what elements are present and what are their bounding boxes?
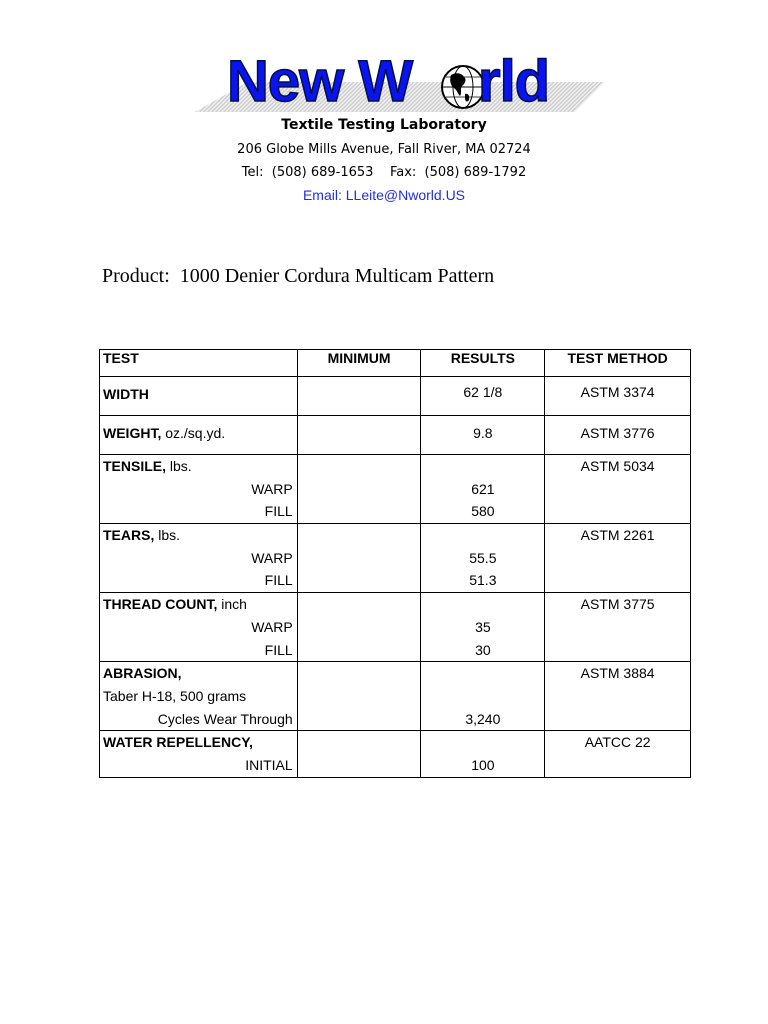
header-test-method: TEST METHOD: [545, 350, 691, 377]
sub-label-fill: FILL: [264, 641, 293, 658]
test-label: TEARS,: [103, 527, 155, 544]
logo-text-part2: rld: [478, 49, 550, 114]
logo-text-part1: New W: [227, 49, 413, 114]
sub-label-fill: FILL: [264, 572, 293, 589]
test-method: ASTM 3884: [580, 665, 655, 682]
abrasion-detail: Taber H-18, 500 grams: [103, 687, 247, 704]
lab-email-link[interactable]: Email: LLeite@Nworld.US: [302, 187, 466, 203]
minimum-cell: [297, 731, 421, 777]
lab-name: Textile Testing Laboratory: [281, 117, 487, 133]
result-value: 100: [471, 756, 495, 773]
minimum-cell: [297, 593, 421, 662]
test-label: THREAD COUNT,: [103, 596, 218, 613]
lab-phone-fax: Tel: (508) 689-1653 Fax: (508) 689-1792: [241, 165, 527, 180]
table-row-tears: [100, 524, 691, 593]
lab-address: 206 Globe Mills Avenue, Fall River, MA 02724: [237, 142, 531, 157]
result-value: 62 1/8: [463, 384, 503, 400]
result-value: 55.5: [469, 549, 497, 566]
test-label: ABRASION,: [103, 665, 182, 682]
test-label: TENSILE,: [103, 458, 167, 474]
new-world-logo: [195, 50, 585, 120]
test-method: ASTM 3374: [580, 384, 655, 400]
result-value: 621: [471, 480, 495, 497]
result-value: 9.8: [473, 425, 493, 441]
abrasion-cycles-label: Cycles Wear Through: [157, 710, 293, 727]
table-row-abrasion: [100, 662, 691, 731]
test-label: WATER REPELLENCY,: [103, 734, 253, 751]
sub-label-warp: WARP: [251, 618, 293, 635]
minimum-cell: [297, 377, 421, 416]
test-unit: lbs.: [166, 458, 192, 474]
test-results-table: [99, 349, 691, 778]
table-row-thread-count: [100, 593, 691, 662]
sub-label-warp: WARP: [251, 480, 293, 497]
test-unit: lbs.: [154, 527, 181, 544]
test-unit: inch: [217, 596, 247, 613]
minimum-cell: [297, 455, 421, 524]
test-label: WEIGHT,: [103, 425, 162, 441]
minimum-cell: [297, 662, 421, 731]
test-method: ASTM 5034: [580, 458, 655, 474]
minimum-cell: [297, 524, 421, 593]
test-method: ASTM 2261: [580, 527, 655, 544]
table-row-water-repellency: [100, 731, 691, 777]
table-row-tensile: [100, 455, 691, 524]
test-unit: oz./sq.yd.: [161, 425, 226, 441]
result-value: 51.3: [469, 572, 497, 589]
test-label: WIDTH: [103, 386, 149, 402]
minimum-cell: [297, 416, 421, 455]
table-row-width: [100, 377, 691, 416]
table-row-weight: [100, 416, 691, 455]
test-method: ASTM 3775: [580, 596, 655, 613]
test-method: ASTM 3776: [580, 425, 655, 441]
table-header-row: [100, 350, 691, 377]
result-value: 580: [471, 503, 495, 520]
header-test: TEST: [100, 350, 298, 377]
sub-label-warp: WARP: [251, 549, 293, 566]
header-results: RESULTS: [421, 350, 545, 377]
result-value: 35: [475, 618, 491, 635]
sub-label-fill: FILL: [264, 503, 293, 520]
result-value: 30: [475, 641, 491, 658]
header-minimum: MINIMUM: [297, 350, 421, 377]
sub-label-initial: INITIAL: [245, 756, 293, 773]
result-value: 3,240: [465, 710, 501, 727]
test-method: AATCC 22: [584, 734, 651, 751]
product-line: Product: 1000 Denier Cordura Multicam Pattern: [102, 265, 495, 287]
